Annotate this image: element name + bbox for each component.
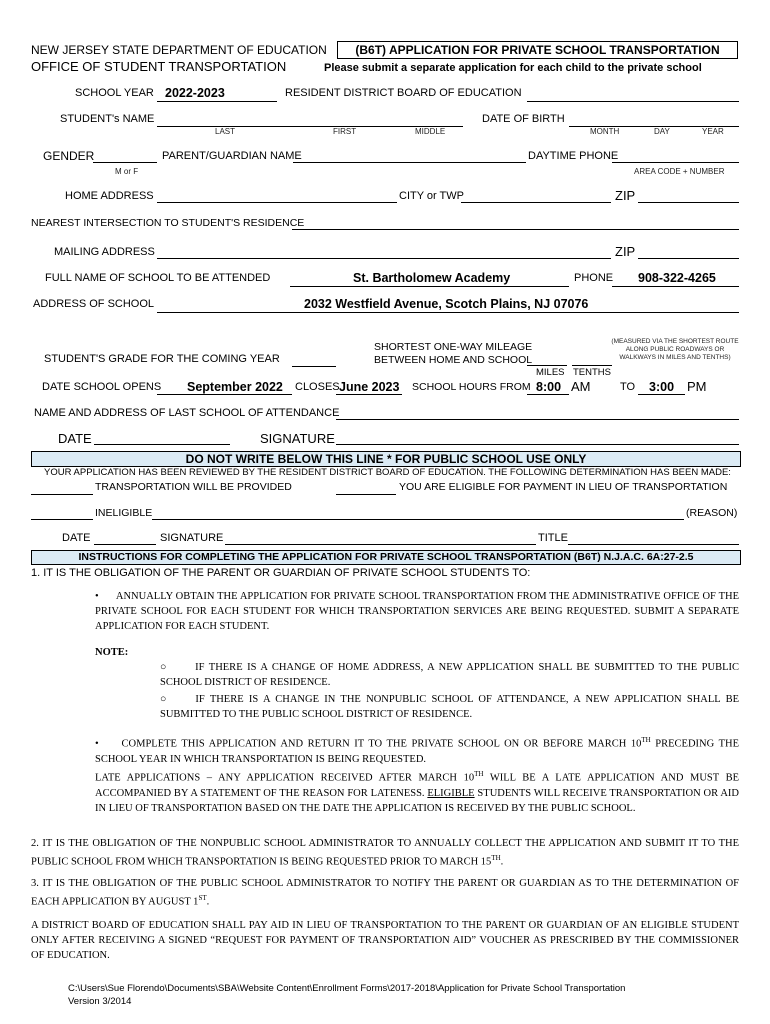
late-applications: LATE APPLICATIONS – ANY APPLICATION RECEIVED AFTER MARCH 10TH WILL BE A LATE APPLICATION AND MUST BE ACCOMPANIED BY A STATEMENT OF THE REASON FOR LATENESS. ELIGIBLE STUDENTS WILL RECEIVE TRANSPORTATION OR AID IN LIEU OF TRANSPORTATION BASED ON THE DATE THE APPLICATION IS RECEIVED BY THE PUBLIC SCHOOL. [95,770,739,814]
form-subtitle: Please submit a separate application for each child to the private school [324,62,702,74]
school-phone-value[interactable]: 908-322-4265 [638,271,716,285]
resident-district-field[interactable] [527,101,739,102]
mileage-tenths-field[interactable] [572,365,612,366]
daytime-phone-field[interactable] [612,162,739,163]
note-1: ○ IF THERE IS A CHANGE OF HOME ADDRESS, A NEW APPLICATION SHALL BE SUBMITTED TO THE PUBLIC SCHOOL DISTRICT OF RESIDENCE. [160,662,739,688]
circle-bullet-icon: ○ [160,694,196,705]
form-title: (B6T) APPLICATION FOR PRIVATE SCHOOL TRANSPORTATION [337,41,738,59]
office-signature-field[interactable] [225,544,536,545]
circle-bullet-icon: ○ [160,662,196,673]
gender-hint: M or F [115,167,139,176]
home-address-field[interactable] [157,202,397,203]
instruction-bullet-1: • ANNUALLY OBTAIN THE APPLICATION FOR PRIVATE SCHOOL TRANSPORTATION FROM THE ADMINISTRATIVE OFFICE OF THE PRIVATE SCHOOL FOR EACH STUDENT FOR WHICH TRANSPORTATION SERVICES ARE BEING REQUESTED. SUBMIT A SEPARATE APPLICATION FOR EACH STUDENT. [95,591,739,632]
office-date-label: DATE [62,532,91,544]
closes-label: CLOSES [295,381,340,393]
instruction-item-2: 2. IT IS THE OBLIGATION OF THE NONPUBLIC SCHOOL ADMINISTRATOR TO ANNUALLY COLLECT THE APPLICATION AND SUBMIT IT TO THE PUBLIC SCHOOL FROM WHICH TRANSPORTATION IS BEING REQUESTED PRIOR TO MARCH 15TH. [31,838,739,868]
name-middle-hint: MIDDLE [415,127,446,136]
school-year-label: SCHOOL YEAR [75,87,154,99]
hours-from-value[interactable]: 8:00 [536,380,562,394]
provided-label: TRANSPORTATION WILL BE PROVIDED [95,481,292,493]
instruction-bullet-2: • COMPLETE THIS APPLICATION AND RETURN IT TO THE PRIVATE SCHOOL ON OR BEFORE MARCH 10TH PRECEDING THE SCHOOL YEAR IN WHICH TRANSPORTATION IS BEING REQUESTED. [95,736,740,765]
mailing-address-label: MAILING ADDRESS [54,246,155,258]
grade-field[interactable] [292,366,336,367]
closes-value[interactable]: June 2023 [339,380,400,394]
school-name-value[interactable]: St. Bartholomew Academy [353,271,511,285]
gender-label: GENDER [43,149,95,163]
daytime-phone-label: DAYTIME PHONE [528,150,619,162]
note-label: NOTE: [95,647,129,658]
applicant-signature-label: SIGNATURE [260,431,335,446]
bullet-icon: • [95,738,122,750]
pm-label: PM [687,379,707,394]
instruction-item-3: 3. IT IS THE OBLIGATION OF THE PUBLIC SCHOOL ADMINISTRATOR TO NOTIFY THE PARENT OR GUARDIAN AS TO THE DETERMINATION OF EACH APPLICATION BY AUGUST 1ST. [31,878,739,908]
applicant-signature-field[interactable] [336,444,739,445]
nearest-intersection-field[interactable] [292,229,739,230]
hours-to-value[interactable]: 3:00 [649,380,675,394]
note-2: ○ IF THERE IS A CHANGE IN THE NONPUBLIC SCHOOL OF ATTENDANCE, A NEW APPLICATION SHALL BE SUBMITTED TO THE PUBLIC SCHOOL DISTRICT OF RESIDENCE. [160,694,739,720]
reviewed-text: YOUR APPLICATION HAS BEEN REVIEWED BY THE RESIDENT DISTRICT BOARD OF EDUCATION. THE FOLLOWING DETERMINATION HAS BEEN MADE: [44,467,731,478]
school-year-value[interactable]: 2022-2023 [165,86,225,100]
eligible-payment-checkline[interactable] [336,494,396,495]
school-address-label: ADDRESS OF SCHOOL [33,298,155,310]
to-label: TO [620,381,636,393]
dob-month-hint: MONTH [590,127,620,136]
last-school-label: NAME AND ADDRESS OF LAST SCHOOL OF ATTENDANCE [34,407,340,419]
tenths-label: TENTHS [573,367,611,378]
eligible-payment-label: YOU ARE ELIGIBLE FOR PAYMENT IN LIEU OF TRANSPORTATION [399,481,728,493]
office-name: OFFICE OF STUDENT TRANSPORTATION [31,59,287,74]
date-opens-label: DATE SCHOOL OPENS [42,381,162,393]
name-first-hint: FIRST [333,127,357,136]
zip-field[interactable] [638,202,739,203]
miles-label: MILES [536,367,565,378]
resident-district-label: RESIDENT DISTRICT BOARD OF EDUCATION [285,87,522,99]
applicant-date-label: DATE [58,431,92,446]
school-name-label: FULL NAME OF SCHOOL TO BE ATTENDED [45,272,271,284]
date-opens-value[interactable]: September 2022 [187,380,283,394]
office-title-field[interactable] [568,544,739,545]
parent-name-label: PARENT/GUARDIAN NAME [162,150,302,162]
name-last-hint: LAST [215,127,236,136]
office-signature-label: SIGNATURE [160,532,224,544]
mileage-note: (MEASURED VIA THE SHORTEST ROUTE ALONG PUBLIC ROADWAYS OR WALKWAYS IN MILES AND TENTHS) [611,338,739,361]
bullet-icon: • [95,591,116,602]
area-code-hint: AREA CODE + NUMBER [634,167,725,176]
parent-name-field[interactable] [293,162,526,163]
closing-paragraph: A DISTRICT BOARD OF EDUCATION SHALL PAY AID IN LIEU OF TRANSPORTATION TO THE PARENT OR GUARDIAN OF AN ELIGIBLE STUDENT ONLY AFTER RECEIVING A SIGNED “REQUEST FOR PAYMENT OF TRANSPORTATION AID” VOUCHER AS PRESCRIBED BY THE COMMISSIONER OF EDUCATION. [31,920,739,961]
student-name-label: STUDENT's NAME [60,113,155,125]
ineligible-label: INELIGIBLE [95,507,153,519]
last-school-field[interactable] [336,419,739,420]
hours-label: SCHOOL HOURS FROM [412,381,531,393]
applicant-date-field[interactable] [94,444,230,445]
school-address-value[interactable]: 2032 Westfield Avenue, Scotch Plains, NJ 07076 [304,297,589,311]
footer-path: C:\Users\Sue Florendo\Documents\SBA\Website Content\Enrollment Forms\2017-2018\Application for Private School Transportation [68,983,626,994]
mileage-label-1: SHORTEST ONE-WAY MILEAGE [374,341,533,353]
office-title-label: TITLE [538,532,568,544]
reason-label: (REASON) [686,507,738,519]
office-date-field[interactable] [94,544,156,545]
home-address-label: HOME ADDRESS [65,190,154,202]
zip-label: ZIP [615,188,636,203]
instructions-banner: INSTRUCTIONS FOR COMPLETING THE APPLICATION FOR PRIVATE SCHOOL TRANSPORTATION (B6T) N.J.A.C. 6A:27-2.5 [31,550,741,565]
nearest-intersection-label: NEAREST INTERSECTION TO STUDENT'S RESIDENCE [31,217,305,229]
mileage-miles-field[interactable] [527,365,567,366]
mailing-zip-field[interactable] [638,258,739,259]
provided-checkline[interactable] [31,494,93,495]
grade-label: STUDENT'S GRADE FOR THE COMING YEAR [44,353,280,365]
dob-day-hint: DAY [654,127,670,136]
city-label: CITY or TWP [399,190,464,202]
instruction-item-1: 1. IT IS THE OBLIGATION OF THE PARENT OR GUARDIAN OF PRIVATE SCHOOL STUDENTS TO: [31,567,531,579]
reason-field[interactable] [152,519,684,520]
mileage-label-2: BETWEEN HOME AND SCHOOL [374,354,533,366]
mailing-address-field[interactable] [157,258,611,259]
ineligible-checkline[interactable] [31,519,93,520]
dob-label: DATE OF BIRTH [482,113,565,125]
city-field[interactable] [461,202,611,203]
mailing-zip-label: ZIP [615,244,636,259]
am-label: AM [571,379,591,394]
department-name: NEW JERSEY STATE DEPARTMENT OF EDUCATION [31,43,327,57]
school-phone-label: PHONE [574,272,614,284]
gender-field[interactable] [93,162,157,163]
office-use-banner: DO NOT WRITE BELOW THIS LINE * FOR PUBLIC SCHOOL USE ONLY [31,451,741,467]
dob-year-hint: YEAR [702,127,724,136]
footer-version: Version 3/2014 [68,996,132,1007]
